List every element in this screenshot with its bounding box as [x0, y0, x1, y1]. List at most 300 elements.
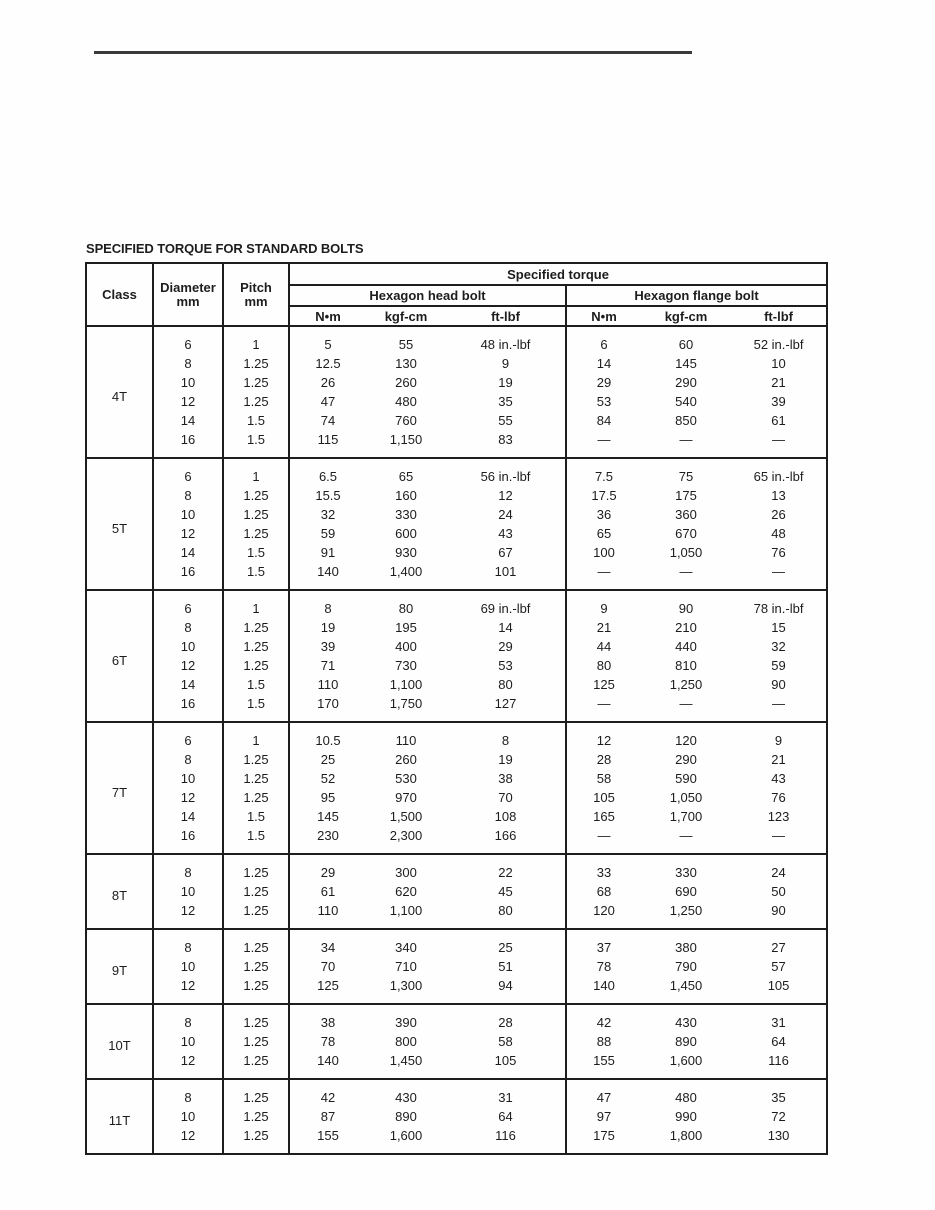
table-row: [86, 458, 827, 486]
diameter-cell: 10: [153, 882, 223, 901]
pitch-cell: 1.5: [223, 430, 289, 458]
flange-ftlbf-cell: —: [772, 564, 786, 579]
head-ftlbf-cell: 116: [446, 1126, 566, 1154]
head-nm-cell: 155: [317, 1128, 339, 1143]
flange-kgfcm-cell: 990: [675, 1109, 697, 1124]
class-group-8T: [86, 854, 827, 929]
head-ftlbf-cell: 31: [446, 1079, 566, 1107]
diameter-cell: 16: [153, 430, 223, 458]
class-cell: 8T: [86, 854, 153, 929]
pitch-cell: 1.25: [223, 1004, 289, 1032]
head-ftlbf-cell: 45: [446, 882, 566, 901]
head-ftlbf-cell: 22: [446, 854, 566, 882]
table-row: [86, 788, 827, 807]
pitch-cell: 1.25: [223, 769, 289, 788]
page-top-rule: [94, 51, 692, 54]
flange-kgfcm-cell: 360: [675, 507, 697, 522]
head-ftlbf-cell: 48 in.-lbf: [446, 326, 566, 354]
table-row: [86, 1004, 827, 1032]
pitch-cell: 1.25: [223, 788, 289, 807]
header-diameter-label: Diameter: [160, 279, 216, 295]
head-nm-cell: 74: [320, 413, 336, 428]
class-cell: 6T: [86, 590, 153, 722]
diameter-cell: 6: [153, 326, 223, 354]
diameter-cell: 14: [153, 675, 223, 694]
diameter-cell: 10: [153, 957, 223, 976]
flange-nm-cell: 100: [593, 545, 615, 560]
diameter-cell: 10: [153, 637, 223, 656]
class-cell: 4T: [86, 326, 153, 458]
head-ftlbf-cell: 43: [446, 524, 566, 543]
head-kgfcm-cell: 760: [395, 413, 417, 428]
pitch-cell: 1.25: [223, 976, 289, 1004]
head-kgfcm-cell: 1,600: [389, 1128, 423, 1143]
pitch-cell: 1.25: [223, 486, 289, 505]
flange-nm-cell: 155: [593, 1053, 615, 1068]
head-nm-cell: 140: [317, 564, 339, 579]
flange-kgfcm-cell: 330: [641, 854, 731, 882]
flange-kgfcm-cell: —: [679, 696, 693, 711]
head-nm-cell: 10.5: [289, 722, 366, 750]
flange-kgfcm-cell: —: [679, 828, 693, 843]
flange-kgfcm-cell: 1,250: [669, 677, 703, 692]
pitch-cell: 1.5: [223, 411, 289, 430]
flange-kgfcm-cell: 440: [675, 639, 697, 654]
flange-ftlbf-cell: 61: [771, 413, 786, 428]
head-ftlbf-cell: 14: [446, 618, 566, 637]
flange-kgfcm-cell: 1,250: [669, 903, 703, 918]
head-nm-cell: 5: [289, 326, 366, 354]
flange-nm-cell: 125: [593, 677, 615, 692]
flange-nm-cell: 33: [566, 854, 641, 882]
table-row: [86, 1107, 827, 1126]
flange-kgfcm-cell: 380: [641, 929, 731, 957]
head-nm-cell: 170: [317, 696, 339, 711]
table-row: [86, 769, 827, 788]
flange-nm-cell: 17.5: [591, 488, 617, 503]
flange-ftlbf-cell: 21: [771, 752, 786, 767]
head-ftlbf-cell: 127: [446, 694, 566, 722]
pitch-cell: 1.25: [223, 854, 289, 882]
head-nm-cell: 125: [317, 978, 339, 993]
diameter-cell: 16: [153, 826, 223, 854]
head-nm-cell: 110: [317, 903, 339, 918]
pitch-cell: 1.25: [223, 524, 289, 543]
pitch-cell: 1.25: [223, 901, 289, 929]
head-kgfcm-cell: 330: [395, 507, 417, 522]
flange-nm-cell: 165: [593, 809, 615, 824]
head-nm-cell: 19: [320, 620, 336, 635]
diameter-cell: 8: [153, 1004, 223, 1032]
diameter-cell: 8: [153, 354, 223, 373]
head-nm-cell: 8: [289, 590, 366, 618]
head-nm-cell: 29: [289, 854, 366, 882]
head-kgfcm-cell: 260: [395, 375, 417, 390]
table-row: [86, 807, 827, 826]
diameter-cell: 10: [153, 1107, 223, 1126]
diameter-cell: 8: [153, 854, 223, 882]
flange-kgfcm-cell: 175: [675, 488, 697, 503]
flange-ftlbf-cell: 50: [771, 884, 786, 899]
flange-nm-cell: 120: [593, 903, 615, 918]
flange-kgfcm-cell: 120: [641, 722, 731, 750]
class-group-11T: [86, 1079, 827, 1154]
table-row: [86, 826, 827, 854]
head-kgfcm-cell: 1,400: [389, 564, 423, 579]
table-row: [86, 392, 827, 411]
head-ftlbf-cell: 9: [446, 354, 566, 373]
flange-nm-cell: —: [597, 696, 611, 711]
flange-nm-cell: 84: [596, 413, 612, 428]
head-nm-cell: 71: [320, 658, 336, 673]
head-kgfcm-cell: 970: [395, 790, 417, 805]
pitch-cell: 1.25: [223, 354, 289, 373]
flange-ftlbf-cell: 52 in.-lbf: [731, 326, 827, 354]
diameter-cell: 8: [153, 618, 223, 637]
flange-nm-cell: 78: [596, 959, 612, 974]
diameter-cell: 12: [153, 656, 223, 675]
head-ftlbf-cell: 70: [446, 788, 566, 807]
class-group-5T: [86, 458, 827, 590]
flange-ftlbf-cell: 15: [771, 620, 786, 635]
head-ftlbf-cell: 83: [446, 430, 566, 458]
flange-kgfcm-cell: 145: [675, 356, 697, 371]
flange-ftlbf-cell: 90: [771, 903, 786, 918]
head-ftlbf-cell: 51: [446, 957, 566, 976]
table-row: [86, 637, 827, 656]
head-kgfcm-cell: 430: [366, 1079, 446, 1107]
table-row: [86, 976, 827, 1004]
pitch-cell: 1.25: [223, 957, 289, 976]
pitch-cell: 1.5: [223, 826, 289, 854]
head-nm-cell: 47: [320, 394, 336, 409]
head-nm-cell: 59: [320, 526, 336, 541]
diameter-cell: 16: [153, 562, 223, 590]
flange-kgfcm-cell: 430: [641, 1004, 731, 1032]
pitch-cell: 1.25: [223, 637, 289, 656]
table-row: [86, 543, 827, 562]
table-row: [86, 656, 827, 675]
head-kgfcm-cell: 1,300: [389, 978, 423, 993]
flange-kgfcm-cell: 810: [675, 658, 697, 673]
head-nm-cell: 140: [317, 1053, 339, 1068]
diameter-cell: 12: [153, 1051, 223, 1079]
head-ftlbf-cell: 69 in.-lbf: [446, 590, 566, 618]
head-ftlbf-cell: 53: [446, 656, 566, 675]
pitch-cell: 1.25: [223, 882, 289, 901]
flange-kgfcm-cell: 1,050: [669, 545, 703, 560]
head-ftlbf-cell: 28: [446, 1004, 566, 1032]
flange-kgfcm-cell: 670: [675, 526, 697, 541]
head-ftlbf-cell: 19: [446, 750, 566, 769]
head-ftlbf-cell: 80: [446, 675, 566, 694]
flange-kgfcm-cell: 690: [675, 884, 697, 899]
class-group-6T: [86, 590, 827, 722]
pitch-cell: 1.25: [223, 392, 289, 411]
flange-ftlbf-cell: 72: [771, 1109, 786, 1124]
head-ftlbf-cell: 94: [446, 976, 566, 1004]
flange-ftlbf-cell: 39: [771, 394, 786, 409]
class-cell: 10T: [86, 1004, 153, 1079]
table-row: [86, 505, 827, 524]
head-nm-cell: 230: [317, 828, 339, 843]
head-ftlbf-cell: 58: [446, 1032, 566, 1051]
flange-nm-cell: 9: [566, 590, 641, 618]
flange-ftlbf-cell: —: [772, 828, 786, 843]
diameter-cell: 10: [153, 769, 223, 788]
table-row: [86, 929, 827, 957]
pitch-cell: 1.5: [223, 562, 289, 590]
flange-ftlbf-cell: 35: [731, 1079, 827, 1107]
flange-ftlbf-cell: —: [772, 432, 786, 447]
head-kgfcm-cell: 1,100: [389, 677, 423, 692]
flange-nm-cell: 65: [596, 526, 612, 541]
pitch-cell: 1.25: [223, 929, 289, 957]
flange-nm-cell: 97: [596, 1109, 612, 1124]
flange-nm-cell: 36: [596, 507, 612, 522]
head-nm-cell: 12.5: [315, 356, 341, 371]
flange-kgfcm-cell: 850: [675, 413, 697, 428]
header-flange-kgfcm: kgf-cm: [641, 306, 731, 326]
table-row: [86, 430, 827, 458]
flange-nm-cell: 44: [596, 639, 612, 654]
diameter-cell: 8: [153, 486, 223, 505]
pitch-cell: 1.25: [223, 1107, 289, 1126]
head-ftlbf-cell: 80: [446, 901, 566, 929]
diameter-cell: 16: [153, 694, 223, 722]
torque-table: [85, 262, 828, 1155]
flange-ftlbf-cell: 64: [771, 1034, 786, 1049]
flange-nm-cell: 21: [596, 620, 612, 635]
head-ftlbf-cell: 25: [446, 929, 566, 957]
head-nm-cell: 38: [289, 1004, 366, 1032]
head-nm-cell: 115: [317, 432, 339, 447]
flange-ftlbf-cell: 26: [771, 507, 786, 522]
head-kgfcm-cell: 1,150: [389, 432, 423, 447]
head-nm-cell: 6.5: [289, 458, 366, 486]
flange-kgfcm-cell: 1,600: [669, 1053, 703, 1068]
head-kgfcm-cell: 600: [395, 526, 417, 541]
flange-ftlbf-cell: 78 in.-lbf: [731, 590, 827, 618]
diameter-cell: 6: [153, 722, 223, 750]
head-ftlbf-cell: 29: [446, 637, 566, 656]
head-nm-cell: 42: [289, 1079, 366, 1107]
head-kgfcm-cell: 400: [395, 639, 417, 654]
table-row: [86, 524, 827, 543]
flange-ftlbf-cell: 76: [771, 790, 786, 805]
flange-kgfcm-cell: 590: [675, 771, 697, 786]
pitch-cell: 1.5: [223, 807, 289, 826]
head-nm-cell: 91: [320, 545, 336, 560]
pitch-cell: 1.5: [223, 694, 289, 722]
head-kgfcm-cell: 55: [366, 326, 446, 354]
flange-kgfcm-cell: 480: [641, 1079, 731, 1107]
diameter-cell: 8: [153, 750, 223, 769]
head-nm-cell: 39: [320, 639, 336, 654]
head-nm-cell: 52: [320, 771, 336, 786]
pitch-cell: 1.25: [223, 750, 289, 769]
flange-kgfcm-cell: 60: [641, 326, 731, 354]
header-pitch-label: Pitch: [240, 279, 272, 295]
head-ftlbf-cell: 12: [446, 486, 566, 505]
diameter-cell: 14: [153, 411, 223, 430]
flange-ftlbf-cell: 21: [771, 375, 786, 390]
flange-nm-cell: —: [597, 564, 611, 579]
head-ftlbf-cell: 166: [446, 826, 566, 854]
head-ftlbf-cell: 35: [446, 392, 566, 411]
header-class-label: Class: [102, 286, 137, 302]
pitch-cell: 1: [223, 326, 289, 354]
flange-nm-cell: 53: [596, 394, 612, 409]
flange-nm-cell: —: [597, 828, 611, 843]
flange-ftlbf-cell: 105: [767, 978, 790, 993]
flange-ftlbf-cell: 65 in.-lbf: [731, 458, 827, 486]
head-ftlbf-cell: 67: [446, 543, 566, 562]
flange-kgfcm-cell: 210: [675, 620, 697, 635]
head-kgfcm-cell: 260: [395, 752, 417, 767]
header-head-kgfcm: kgf-cm: [366, 306, 446, 326]
head-ftlbf-cell: 64: [446, 1107, 566, 1126]
pitch-cell: 1: [223, 722, 289, 750]
table-row: [86, 373, 827, 392]
flange-ftlbf-cell: 9: [731, 722, 827, 750]
table-row: [86, 411, 827, 430]
head-kgfcm-cell: 340: [366, 929, 446, 957]
head-ftlbf-cell: 19: [446, 373, 566, 392]
head-nm-cell: 87: [320, 1109, 336, 1124]
class-cell: 11T: [86, 1079, 153, 1154]
flange-nm-cell: 68: [596, 884, 612, 899]
flange-kgfcm-cell: 540: [675, 394, 697, 409]
table-row: [86, 750, 827, 769]
head-kgfcm-cell: 1,450: [389, 1053, 423, 1068]
head-nm-cell: 34: [289, 929, 366, 957]
header-diameter: [153, 263, 223, 326]
flange-nm-cell: 140: [593, 978, 615, 993]
flange-ftlbf-cell: 24: [731, 854, 827, 882]
table-row: [86, 901, 827, 929]
flange-nm-cell: —: [597, 432, 611, 447]
header-pitch: [223, 263, 289, 326]
flange-kgfcm-cell: 1,050: [669, 790, 703, 805]
head-kgfcm-cell: 890: [395, 1109, 417, 1124]
head-nm-cell: 26: [320, 375, 336, 390]
flange-kgfcm-cell: 790: [675, 959, 697, 974]
class-group-9T: [86, 929, 827, 1004]
header-hexagon-head-bolt: Hexagon head bolt: [289, 285, 566, 306]
head-kgfcm-cell: 2,300: [389, 828, 423, 843]
head-nm-cell: 70: [320, 959, 336, 974]
flange-kgfcm-cell: —: [679, 432, 693, 447]
diameter-cell: 14: [153, 543, 223, 562]
flange-kgfcm-cell: 90: [641, 590, 731, 618]
flange-ftlbf-cell: 123: [767, 809, 790, 824]
head-nm-cell: 32: [320, 507, 336, 522]
flange-ftlbf-cell: 76: [771, 545, 786, 560]
pitch-cell: 1: [223, 458, 289, 486]
flange-ftlbf-cell: 57: [771, 959, 786, 974]
flange-nm-cell: 42: [566, 1004, 641, 1032]
pitch-cell: 1.25: [223, 656, 289, 675]
pitch-cell: 1.25: [223, 1051, 289, 1079]
flange-kgfcm-cell: 75: [641, 458, 731, 486]
pitch-cell: 1.25: [223, 618, 289, 637]
table-row: [86, 957, 827, 976]
pitch-cell: 1.25: [223, 373, 289, 392]
flange-kgfcm-cell: 290: [675, 375, 697, 390]
head-ftlbf-cell: 108: [446, 807, 566, 826]
pitch-cell: 1.25: [223, 1079, 289, 1107]
head-kgfcm-cell: 65: [366, 458, 446, 486]
table-row: [86, 1051, 827, 1079]
head-kgfcm-cell: 730: [395, 658, 417, 673]
head-kgfcm-cell: 195: [395, 620, 417, 635]
table-row: [86, 882, 827, 901]
header-class: [86, 263, 153, 326]
header-specified-torque: Specified torque: [289, 263, 827, 285]
flange-nm-cell: 58: [596, 771, 612, 786]
class-group-4T: [86, 326, 827, 458]
head-nm-cell: 78: [320, 1034, 336, 1049]
table-row: [86, 854, 827, 882]
flange-ftlbf-cell: 116: [768, 1053, 789, 1068]
diameter-cell: 14: [153, 807, 223, 826]
table-row: [86, 562, 827, 590]
class-group-7T: [86, 722, 827, 854]
diameter-cell: 12: [153, 524, 223, 543]
table-header: [86, 263, 827, 326]
diameter-cell: 8: [153, 1079, 223, 1107]
flange-nm-cell: 175: [593, 1128, 615, 1143]
head-kgfcm-cell: 1,100: [389, 903, 423, 918]
flange-nm-cell: 29: [596, 375, 612, 390]
diameter-cell: 6: [153, 590, 223, 618]
flange-ftlbf-cell: 13: [771, 488, 786, 503]
head-kgfcm-cell: 1,750: [389, 696, 423, 711]
flange-kgfcm-cell: 890: [675, 1034, 697, 1049]
flange-nm-cell: 7.5: [566, 458, 641, 486]
header-flange-ftlbf: ft-lbf: [731, 306, 827, 326]
flange-nm-cell: 105: [593, 790, 615, 805]
flange-nm-cell: 14: [596, 356, 612, 371]
head-kgfcm-cell: 620: [395, 884, 417, 899]
flange-nm-cell: 6: [566, 326, 641, 354]
flange-nm-cell: 12: [566, 722, 641, 750]
class-group-10T: [86, 1004, 827, 1079]
head-nm-cell: 61: [320, 884, 336, 899]
flange-ftlbf-cell: 32: [771, 639, 786, 654]
flange-kgfcm-cell: —: [679, 564, 693, 579]
flange-kgfcm-cell: 1,450: [669, 978, 703, 993]
head-kgfcm-cell: 80: [366, 590, 446, 618]
flange-kgfcm-cell: 1,700: [669, 809, 703, 824]
class-cell: 7T: [86, 722, 153, 854]
table-row: [86, 326, 827, 354]
head-nm-cell: 145: [317, 809, 339, 824]
head-kgfcm-cell: 300: [366, 854, 446, 882]
table-row: [86, 1032, 827, 1051]
table-row: [86, 675, 827, 694]
diameter-cell: 12: [153, 901, 223, 929]
flange-kgfcm-cell: 1,800: [669, 1128, 703, 1143]
pitch-cell: 1.25: [223, 1032, 289, 1051]
diameter-cell: 8: [153, 929, 223, 957]
table-row: [86, 694, 827, 722]
head-ftlbf-cell: 55: [446, 411, 566, 430]
head-kgfcm-cell: 160: [395, 488, 417, 503]
head-nm-cell: 25: [320, 752, 336, 767]
head-kgfcm-cell: 930: [395, 545, 417, 560]
